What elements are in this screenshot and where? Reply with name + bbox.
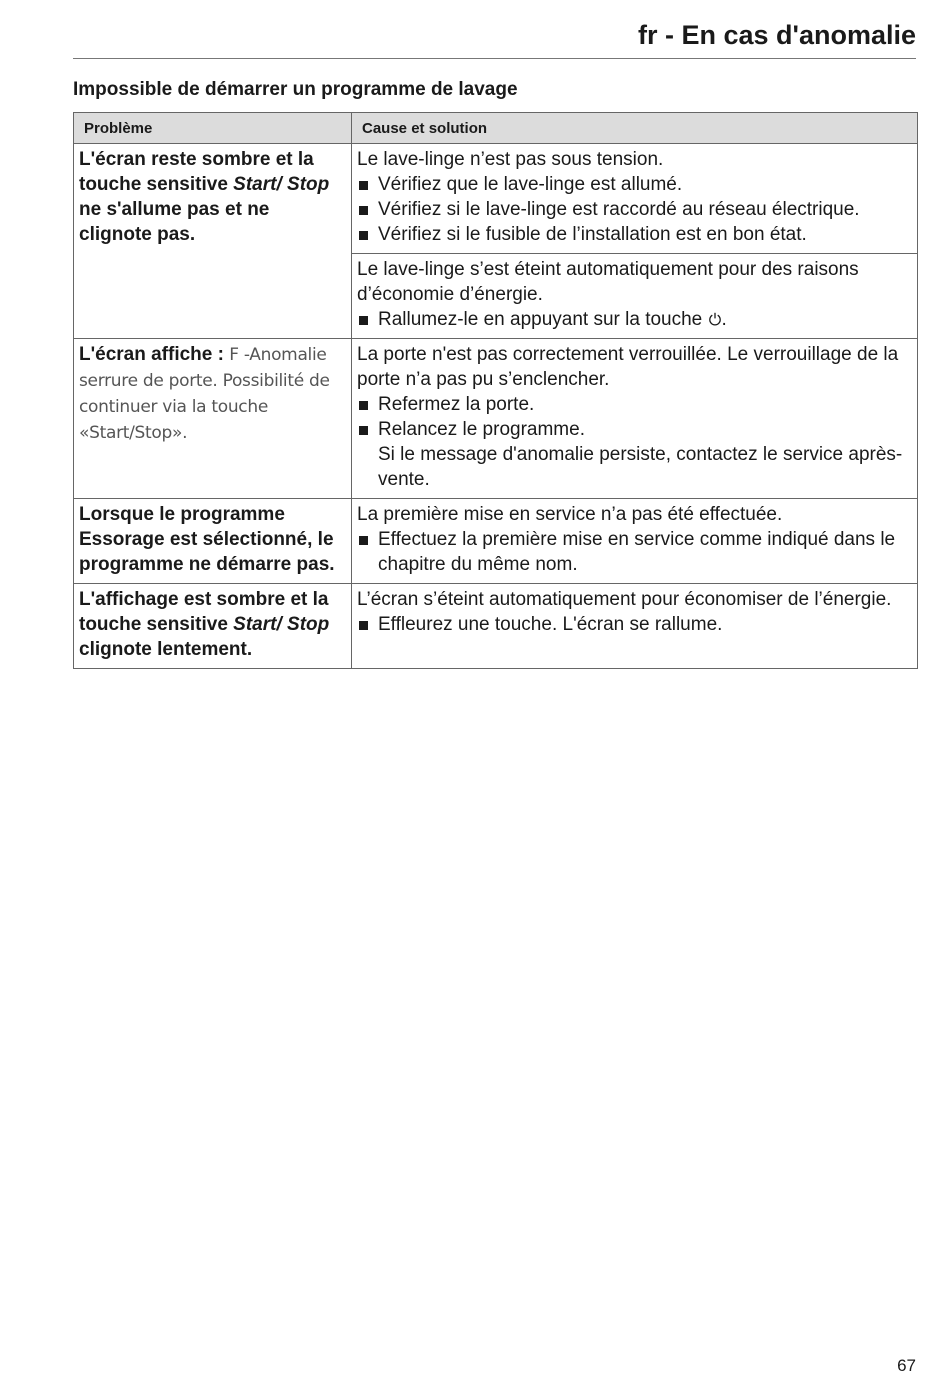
cause-cell bbox=[352, 144, 918, 254]
problem-text: ne s'allume pas et ne clignote pas. bbox=[79, 199, 270, 245]
problem-cell bbox=[74, 339, 352, 499]
table-row bbox=[74, 584, 918, 669]
solution-text: Vérifiez si le fusible de l’installation est en bon état. bbox=[378, 224, 807, 245]
list-item bbox=[357, 527, 912, 577]
column-header-problem: Problème bbox=[74, 113, 352, 144]
punctuation: . bbox=[721, 309, 727, 330]
problem-cell: Lorsque le programme Essorage est sélectionné, le programme ne démarre pas. bbox=[74, 499, 352, 584]
table-row bbox=[74, 499, 918, 584]
problem-text: L'écran reste sombre et la touche sensitive bbox=[79, 149, 314, 195]
page-header-title: fr - En cas d'anomalie bbox=[637, 20, 916, 50]
list-item bbox=[357, 392, 912, 417]
problem-cell bbox=[74, 144, 352, 339]
cause-text: Le lave-linge s’est éteint automatiquement pour des raisons d’économie d’énergie. bbox=[357, 259, 859, 305]
solution-text-part: Rallumez-le en appuyant sur la touche bbox=[378, 309, 703, 330]
bullet-square-icon bbox=[359, 401, 368, 410]
list-item bbox=[357, 417, 912, 492]
cause-text: La porte n'est pas correctement verrouillée. Le verrouillage de la porte n’a pas pu s’enclencher. bbox=[357, 344, 899, 390]
solution-text: Vérifiez si le lave-linge est raccordé au réseau électrique. bbox=[378, 199, 860, 220]
solution-text: Refermez la porte. bbox=[378, 394, 535, 415]
cause-text: La première mise en service n’a pas été effectuée. bbox=[357, 504, 783, 525]
power-icon bbox=[708, 312, 722, 326]
list-item bbox=[357, 172, 912, 197]
solution-text: Vérifiez que le lave-linge est allumé. bbox=[378, 174, 683, 195]
solution-text: Effleurez une touche. L'écran se rallume. bbox=[378, 614, 723, 635]
problem-text: L'affichage est sombre et la touche sensitive bbox=[79, 589, 329, 635]
column-header-cause: Cause et solution bbox=[352, 113, 918, 144]
section-title: Impossible de démarrer un programme de lavage bbox=[73, 79, 518, 100]
problem-text: L'écran affiche : bbox=[79, 344, 230, 365]
display-message: F -Anomalie serrure de porte. Possibilité de continuer via la touche «Start/Stop». bbox=[79, 345, 330, 443]
solution-text: Effectuez la première mise en service comme indiqué dans le chapitre du même nom. bbox=[378, 529, 896, 575]
bullet-square-icon bbox=[359, 316, 368, 325]
key-name: Start/ Stop bbox=[233, 174, 330, 195]
problem-text: clignote lentement. bbox=[79, 639, 253, 660]
header-divider bbox=[73, 58, 916, 59]
cause-cell bbox=[352, 339, 918, 499]
cause-cell bbox=[352, 584, 918, 669]
bullet-square-icon bbox=[359, 426, 368, 435]
problem-cell bbox=[74, 584, 352, 669]
solution-note: Si le message d'anomalie persiste, contactez le service après-vente. bbox=[378, 444, 903, 490]
bullet-square-icon bbox=[359, 231, 368, 240]
cause-text: Le lave-linge n’est pas sous tension. bbox=[357, 149, 664, 170]
bullet-square-icon bbox=[359, 206, 368, 215]
cause-cell bbox=[352, 499, 918, 584]
solution-text-part: Relancez le programme. bbox=[378, 419, 585, 440]
page-number: 67 bbox=[897, 1356, 916, 1375]
list-item bbox=[357, 612, 912, 637]
cause-text: L’écran s’éteint automatiquement pour économiser de l’énergie. bbox=[357, 589, 892, 610]
table-header-row bbox=[74, 113, 918, 144]
key-name: Start/ Stop bbox=[233, 614, 330, 635]
table-row bbox=[74, 144, 918, 254]
bullet-square-icon bbox=[359, 181, 368, 190]
list-item bbox=[357, 222, 912, 247]
table-row bbox=[74, 339, 918, 499]
list-item bbox=[357, 307, 912, 332]
list-item bbox=[357, 197, 912, 222]
troubleshooting-table bbox=[73, 112, 918, 669]
solution-text bbox=[378, 417, 912, 492]
cause-cell bbox=[352, 254, 918, 339]
bullet-square-icon bbox=[359, 621, 368, 630]
solution-text bbox=[378, 307, 912, 332]
bullet-square-icon bbox=[359, 536, 368, 545]
